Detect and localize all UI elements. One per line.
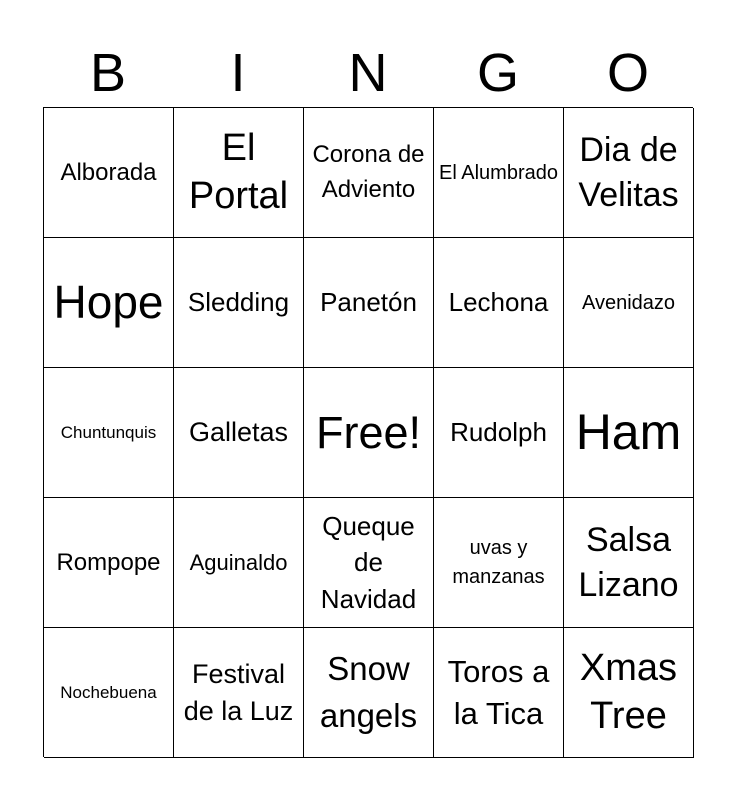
bingo-cell[interactable] xyxy=(564,238,694,368)
bingo-cell[interactable] xyxy=(44,498,174,628)
cell-text: Nochebuena xyxy=(60,682,157,702)
bingo-cell[interactable] xyxy=(44,628,174,758)
bingo-cell[interactable] xyxy=(434,498,564,628)
bingo-cell[interactable] xyxy=(434,628,564,758)
bingo-cell[interactable] xyxy=(174,368,304,498)
cell-text: Lechona xyxy=(448,286,549,317)
bingo-cell[interactable] xyxy=(174,498,304,628)
cell-text: Snow angels xyxy=(319,650,418,734)
cell-text: Free! xyxy=(315,406,422,458)
cell-text: Queque de Navidad xyxy=(320,510,417,614)
bingo-cell[interactable] xyxy=(564,628,694,758)
bingo-cell[interactable] xyxy=(174,108,304,238)
cell-text: Xmas Tree xyxy=(579,647,678,737)
cell-text: Chuntunquis xyxy=(60,422,157,442)
cell-text: Ham xyxy=(575,403,682,460)
bingo-cell[interactable] xyxy=(304,498,434,628)
header-letter-o: O xyxy=(606,43,649,103)
cell-text: Hope xyxy=(53,276,164,329)
cell-text: Festival de la Luz xyxy=(183,659,294,726)
cell-text: uvas y manzanas xyxy=(452,536,545,588)
bingo-cell[interactable] xyxy=(174,628,304,758)
bingo-cell[interactable] xyxy=(304,628,434,758)
header-letter-n: N xyxy=(348,43,388,103)
bingo-cell[interactable] xyxy=(434,108,564,238)
bingo-cell[interactable] xyxy=(44,368,174,498)
bingo-card xyxy=(43,107,693,757)
bingo-cell[interactable] xyxy=(174,238,304,368)
cell-text: Rompope xyxy=(56,548,161,576)
bingo-cell[interactable] xyxy=(564,498,694,628)
cell-text: Aguinaldo xyxy=(189,549,288,575)
bingo-cell[interactable] xyxy=(564,368,694,498)
cell-text: Toros a la Tica xyxy=(447,653,550,731)
cell-text: Corona de Adviento xyxy=(312,140,425,203)
cell-text: Panetón xyxy=(320,286,417,317)
bingo-cell[interactable] xyxy=(304,238,434,368)
cell-text: Rudolph xyxy=(450,416,547,447)
bingo-header xyxy=(43,40,693,106)
cell-text: Sledding xyxy=(187,286,290,317)
cell-text: El Alumbrado xyxy=(439,161,558,184)
header-letter-i: I xyxy=(230,43,246,103)
bingo-cell[interactable] xyxy=(44,238,174,368)
bingo-cell[interactable] xyxy=(304,368,434,498)
header-letter-g: G xyxy=(476,43,519,103)
bingo-cell[interactable] xyxy=(434,368,564,498)
cell-text: Avenidazo xyxy=(581,291,676,314)
bingo-cell[interactable] xyxy=(304,108,434,238)
header-letter-b: B xyxy=(89,43,127,103)
cell-text: Galletas xyxy=(188,416,289,447)
cell-text: Alborada xyxy=(60,158,157,186)
cell-text: Salsa Lizano xyxy=(578,521,679,604)
bingo-cell[interactable] xyxy=(564,108,694,238)
cell-text: El Portal xyxy=(188,127,289,217)
cell-text: Dia de Velitas xyxy=(578,131,679,214)
bingo-cell[interactable] xyxy=(44,108,174,238)
bingo-cell[interactable] xyxy=(434,238,564,368)
